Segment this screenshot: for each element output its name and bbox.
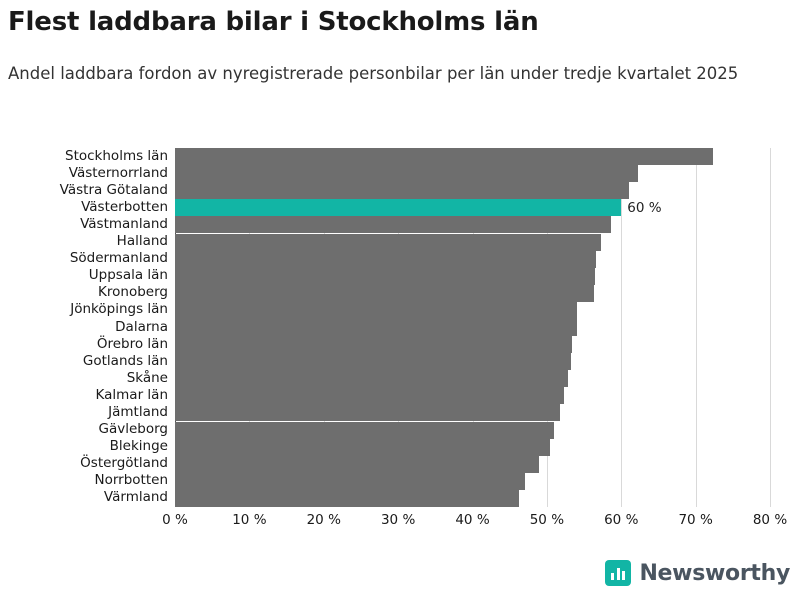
bar-value-label: 60 % — [627, 199, 662, 216]
bar[interactable] — [175, 302, 577, 319]
category-label: Kronoberg — [98, 284, 168, 301]
category-label: Västerbotten — [81, 198, 168, 215]
category-label: Skåne — [126, 369, 168, 386]
bar[interactable] — [175, 490, 519, 507]
bar-row[interactable] — [175, 234, 770, 251]
plot-area — [175, 148, 770, 507]
bar[interactable] — [175, 199, 621, 216]
bar-row[interactable] — [175, 216, 770, 233]
category-label: Södermanland — [69, 250, 168, 267]
bar[interactable] — [175, 234, 601, 251]
category-label: Halland — [116, 233, 168, 250]
brand-name: Newsworthy — [639, 560, 790, 586]
bar-row[interactable] — [175, 251, 770, 268]
bars-group — [175, 148, 770, 507]
x-axis-tick-labels — [162, 512, 795, 532]
x-tick-label: 0 % — [162, 512, 188, 528]
bar-chart-icon — [605, 560, 631, 586]
gridline — [770, 148, 771, 507]
category-label: Östergötland — [80, 455, 168, 472]
x-tick-label: 70 % — [678, 512, 713, 528]
bar[interactable] — [175, 251, 596, 268]
bar-row[interactable] — [175, 456, 770, 473]
bar-row[interactable] — [175, 473, 770, 490]
page-subtitle: Andel laddbara fordon av nyregistrerade personbilar per län under tredje kvartalet 2025 — [8, 64, 739, 83]
bar-row[interactable] — [175, 439, 770, 456]
bar-row[interactable] — [175, 336, 770, 353]
bar-row[interactable] — [175, 404, 770, 421]
bar[interactable] — [175, 439, 550, 456]
bar-row[interactable] — [175, 422, 770, 439]
x-tick-label: 10 % — [232, 512, 267, 528]
category-label: Dalarna — [115, 318, 168, 335]
bar-row[interactable] — [175, 148, 770, 165]
category-label: Västernorrland — [68, 164, 168, 181]
x-tick-label: 50 % — [529, 512, 565, 528]
bar[interactable] — [175, 353, 571, 370]
category-label: Blekinge — [109, 438, 168, 455]
category-label: Västra Götaland — [59, 181, 168, 198]
bar[interactable] — [175, 148, 713, 165]
category-label: Västmanland — [80, 215, 168, 232]
bar-row[interactable] — [175, 387, 770, 404]
brand-footer — [605, 556, 790, 590]
category-label: Jämtland — [108, 403, 168, 420]
category-label: Uppsala län — [88, 267, 168, 284]
bar-row[interactable] — [175, 182, 770, 199]
bar[interactable] — [175, 216, 611, 233]
bar[interactable] — [175, 319, 577, 336]
x-tick-label: 80 % — [752, 512, 788, 528]
category-label: Kalmar län — [95, 386, 168, 403]
bar-row[interactable] — [175, 319, 770, 336]
bar[interactable] — [175, 336, 572, 353]
bar-chart — [0, 140, 800, 540]
category-label: Jönköpings län — [70, 301, 168, 318]
category-label: Gävleborg — [98, 421, 168, 438]
bar[interactable] — [175, 285, 594, 302]
bar[interactable] — [175, 165, 638, 182]
bar-row[interactable] — [175, 353, 770, 370]
category-label: Gotlands län — [82, 352, 168, 369]
bar[interactable] — [175, 456, 539, 473]
bar[interactable] — [175, 422, 554, 439]
page-title: Flest laddbara bilar i Stockholms län — [8, 7, 539, 37]
bar-row[interactable] — [175, 370, 770, 387]
bar[interactable] — [175, 182, 629, 199]
category-label: Stockholms län — [65, 147, 168, 164]
x-tick-label: 20 % — [306, 512, 341, 528]
bar-row[interactable] — [175, 165, 770, 182]
bar[interactable] — [175, 404, 560, 421]
x-tick-label: 40 % — [455, 512, 490, 528]
bar[interactable] — [175, 268, 595, 285]
bar[interactable] — [175, 370, 568, 387]
category-label: Örebro län — [96, 335, 168, 352]
x-tick-label: 30 % — [380, 512, 416, 528]
bar-row[interactable] — [175, 302, 770, 319]
bar-row[interactable] — [175, 199, 770, 216]
x-tick-label: 60 % — [604, 512, 639, 528]
category-label: Norrbotten — [94, 472, 168, 489]
bar-row[interactable] — [175, 490, 770, 507]
category-label: Värmland — [103, 489, 168, 506]
bar[interactable] — [175, 387, 564, 404]
bar[interactable] — [175, 473, 525, 490]
bar-row[interactable] — [175, 285, 770, 302]
bar-row[interactable] — [175, 268, 770, 285]
